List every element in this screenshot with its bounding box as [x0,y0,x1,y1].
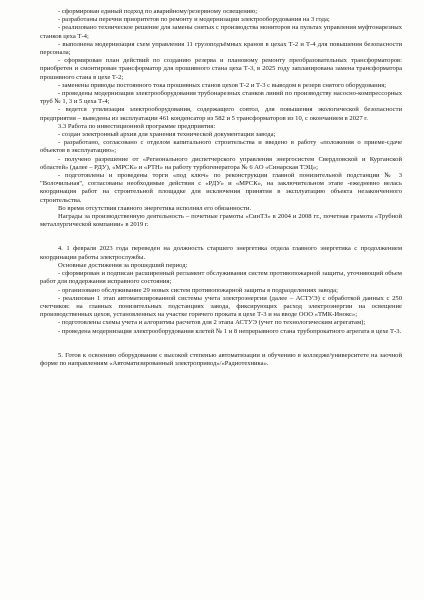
list-item: - заменены приводы постоянного тока прошивных станов цехов Т-2 и Т-3 с выводом в резерв снятого оборудования; [58,81,387,89]
list-item: - сформирован план действий по созданию резерва и плановому ремонту преобразовательных трансформаторов: приобретен и смонтирован трансформатор для прошивного стана цеха Т-3, в 2025 году запланирована замена трансформатора прошивного стана в цехе Т-2; [40,57,402,81]
section-heading: 3.3 Работа по инвестиционной программе предприятия: [58,122,216,130]
list-item: - организовано обслуживание 29 новых систем противопожарной защиты в подразделениях завода; [58,286,338,294]
awards-paragraph: Награды за производственную деятельность – почетные грамоты «СинТЗ» в 2004 и 2008 гг., почетная грамота «Трубной металлургической компании» в 2019 г. [40,213,402,229]
list-item: - получено разрешение от «Регионального диспетчерского управления энергосистем Свердловской и Курганской областей» (далее – РДУ), «МРСК» и «РТН» на работу турбогенератора № 6 АО «Синарская ТЭЦ»; [40,155,402,171]
list-item: - реализован 1 этап автоматизированной системы учета электроэнергии (далее – АСТУЭ) с обработкой данных с 250 счетчиков: на главных понизительных подстанциях завода, фиксирующих расход электроэнергии на освещение производственных цехов, установленных на участке горячего проката в цехе Т-3 и на вводе ООО «ТМК-Инокс»; [40,294,402,319]
list-item: - выполнена модернизация схем управления 11 грузоподъёмных кранов в цехах Т-2 и Т-4 для повышения безопасности персонала; [40,40,402,57]
list-item: - проведены модернизация электрооборудования трубонарезных станков линий по производству насосно-компрессорных труб № 1, 3 и 5 цеха Т-4; [40,90,402,106]
list-item: - проведена модернизация электрооборудования клетей № 1 и 8 непрерывного стана трубопрокатного агрегата в цехе Т-3. [58,327,402,335]
list-item: - ведется утилизация электрооборудования, содержащего совтол, для повышения экологической безопасности предприятия – выведены из эксплуатации 461 конденсатор из 582 и 5 трансформаторов из 10, с окончанием в 2027 г. [40,106,402,122]
paragraph: Во время отсутствия главного энергетика исполнял его обязанности. [58,204,252,212]
list-item: - подготовлены и проведены торги «под ключ» по реконструкции главной понизительной подстанции № 3 "Волочильная", согласованы необходимые действия с «РДУ» и «МРСК», на заключительном этапе -ежедневно велась координация работ на строительной площадке для исключения принятия в эксплуатацию объекта незаконченного строительства. [40,172,402,204]
section-subheading: Основные достижения за прошедший период: [58,261,188,269]
list-item: - реализовано техническое решение для замены снятых с производства мониторов на пультах управления муфтонарезных станков цеха Т-4; [40,24,402,40]
list-item: - подготовлены схемы учета и алгоритмы расчетов для 2 этапа АСТУЭ (учет по технологическим агрегатам); [58,319,366,327]
document-body [40,8,402,368]
list-item: - создан электронный архив для хранения технической документации завода; [58,131,276,139]
list-item: - разработаны перечни приоритетов по ремонту и модернизации электрооборудования на 3 года; [58,16,330,24]
section-heading: 4. 1 февраля 2023 года переведен на должность старшего энергетика отдела главного энергетика с продолжением координации работы электрослужбы. [40,245,402,261]
list-item: - сформирован и подписан расширенный регламент обслуживания систем противопожарной защиты, уточняющий объем работ для поддержания исправного состояния; [40,270,402,286]
section-paragraph: 5. Готов к освоению оборудования с высокой степенью автоматизации и обучению в колледже/университете на заочной форме по направлениям «Автоматизированный электропривод»/«Радиотехника». [40,351,402,367]
list-item: - сформирован единый подход по аварийному/резервному освещению; [58,8,258,15]
list-item: - разработано, согласовано с отделом капитального строительства и введено в работу «положения о приеме-сдаче объектов в эксплуатацию»; [40,139,402,155]
